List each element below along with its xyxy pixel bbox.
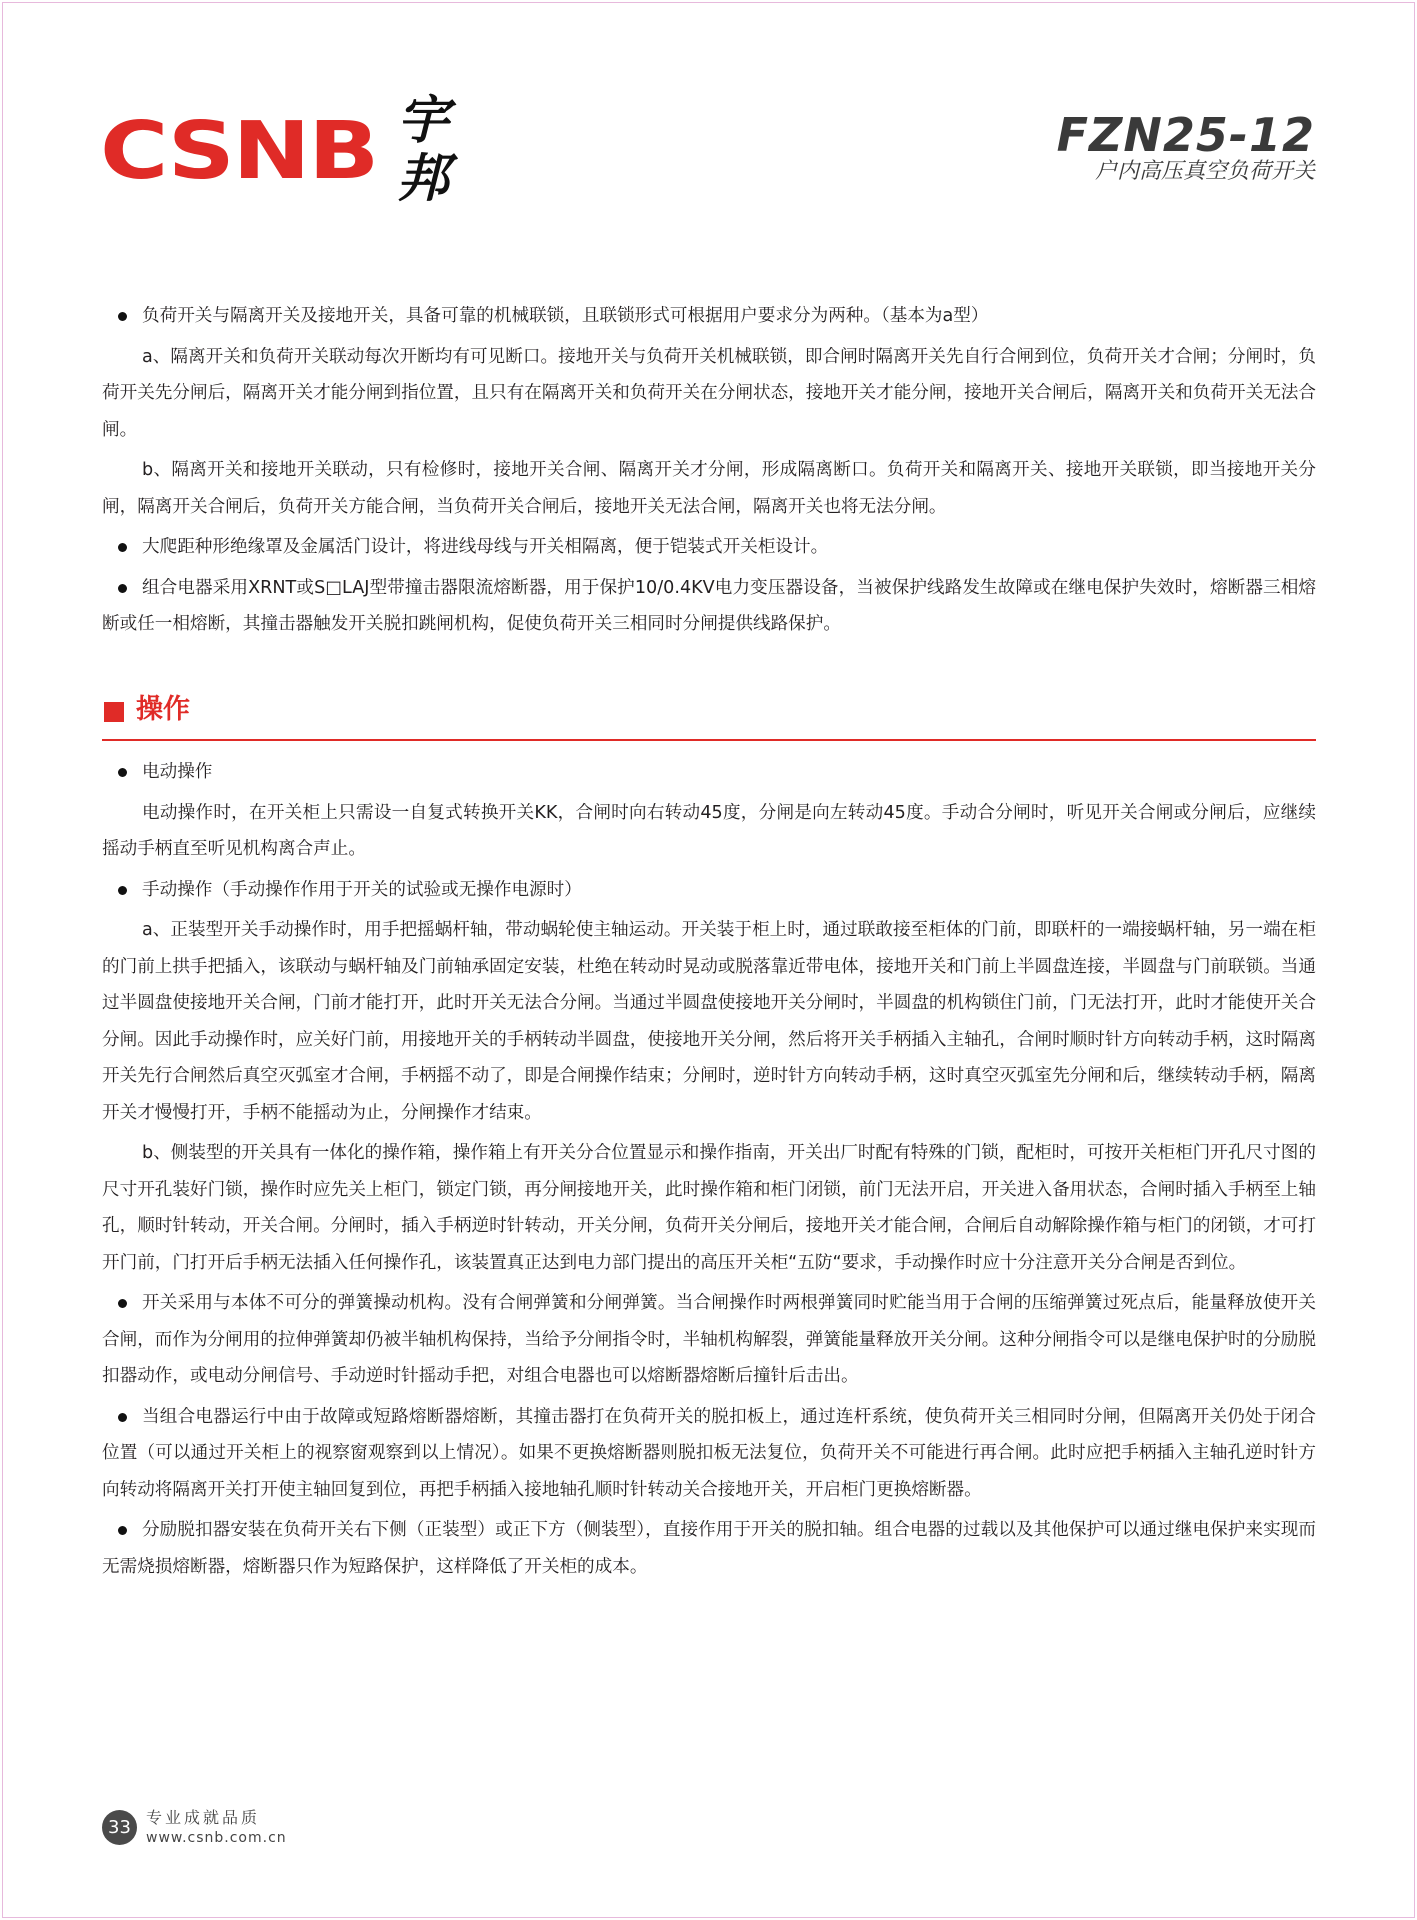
bullet-dot-icon (118, 886, 127, 895)
paragraph (102, 795, 1316, 868)
paragraph-text: 电动操作时，在开关柜上只需设一自复式转换开关KK，合闸时向右转动45度，分闸是向左转动45度。手动合分闸时，听见开关合闸或分闸后，应继续摇动手柄直至听见机构离合声止。 (102, 802, 1316, 859)
paragraph-text: a、正装型开关手动操作时，用手把摇蜗杆轴，带动蜗轮使主轴运动。开关装于柜上时，通过联敢接至柜体的门前，即联杆的一端接蜗杆轴，另一端在柜的门前上拱手把插入，该联动与蜗杆轴及门前轴承固定安装，杜绝在转动时晃动或脱落靠近带电体，接地开关和门前上半圆盘连接，半圆盘与门前联锁。当通过半圆盘使接地开关合闸，门前才能打开，此时开关无法合分闸。当通过半圆盘使接地开关分闸时，半圆盘的机构锁住门前，门无法打开，此时才能使开关合分闸。因此手动操作时，应关好门前，用接地开关的手柄转动半圆盘，使接地开关分闸，然后将开关手柄插入主轴孔，合闸时顺时针方向转动手柄，这时隔离开关先行合闸然后真空灭弧室才合闸，手柄摇不动了，即是合闸操作结束；分闸时，逆时针方向转动手柄，这时真空灭弧室先分闸和后，继续转动手柄，隔离开关才慢慢打开，手柄不能摇动为止，分闸操作才结束。 (102, 920, 1316, 1123)
bullet-item (102, 529, 1316, 566)
bullet-item (102, 298, 1316, 335)
footer-url: www.csnb.com.cn (146, 1830, 287, 1846)
bullet-text: 负荷开关与隔离开关及接地开关，具备可靠的机械联锁，且联锁形式可根据用户要求分为两种。（基本为a型） (142, 306, 989, 326)
paragraph (102, 452, 1316, 525)
bullet-dot-icon (118, 1413, 127, 1422)
section-square-icon (104, 702, 124, 722)
bullet-item (102, 1512, 1316, 1585)
bullet-dot-icon (118, 584, 127, 593)
product-subtitle: 户内高压真空负荷开关 (1094, 159, 1315, 184)
paragraph (102, 339, 1316, 449)
bullet-dot-icon (118, 1526, 127, 1535)
bullet-item (102, 754, 1316, 791)
csnb-logo: CSNB (100, 105, 377, 197)
bullet-item (102, 1399, 1316, 1509)
section-title: 操作 (136, 694, 190, 725)
paragraph-text: a、隔离开关和负荷开关联动每次开断均有可见断口。接地开关与负荷开关机械联锁，即合闸时隔离开关先自行合闸到位，负荷开关才合闸；分闸时，负荷开关先分闸后，隔离开关才能分闸到指位置，且只有在隔离开关和负荷开关在分闸状态，接地开关才能分闸，接地开关合闸后，隔离开关和负荷开关无法合闸。 (102, 346, 1316, 440)
intro-features (102, 298, 1316, 647)
bullet-dot-icon (118, 543, 127, 552)
bullet-text: 开关采用与本体不可分的弹簧操动机构。没有合闸弹簧和分闸弹簧。当合闸操作时两根弹簧同时贮能当用于合闸的压缩弹簧过死点后，能量释放使开关合闸，而作为分闸用的拉伸弹簧却仍被半轴机构保持，当给予分闸指令时，半轴机构解裂，弹簧能量释放开关分闸。这种分闸指令可以是继电保护时的分励脱扣器动作，或电动分闸信号、手动逆时针摇动手把，对组合电器也可以熔断器熔断后撞针后击出。 (102, 1293, 1316, 1386)
footer-slogan: 专业成就品质 (146, 1808, 261, 1827)
bullet-item (102, 570, 1316, 643)
bullet-item (102, 872, 1316, 909)
bullet-text: 手动操作（手动操作作用于开关的试验或无操作电源时） (142, 879, 582, 900)
bullet-text: 电动操作 (142, 762, 213, 782)
paragraph (102, 912, 1316, 1131)
brand-calligraphy: 宇邦 (396, 90, 449, 209)
bullet-item (102, 1285, 1316, 1395)
model-number: FZN25-12 (1056, 108, 1315, 162)
page-number: 33 (102, 1810, 137, 1845)
bullet-text: 大爬距种形绝缘罩及金属活门设计，将进线母线与开关相隔离，便于铠装式开关柜设计。 (142, 537, 829, 557)
bullet-dot-icon (118, 768, 127, 777)
operation-content (102, 754, 1316, 1589)
bullet-dot-icon (118, 312, 127, 321)
paragraph (102, 1135, 1316, 1281)
bullet-text: 组合电器采用XRNT或S□LAJ型带撞击器限流熔断器，用于保护10/0.4KV电力变压器设备，当被保护线路发生故障或在继电保护失效时，熔断器三相熔断或任一相熔断，其撞击器触发开关脱扣跳闸机构，促使负荷开关三相同时分闸提供线路保护。 (102, 577, 1316, 634)
section-header-operation (102, 693, 1316, 741)
paragraph-text: b、隔离开关和接地开关联动，只有检修时，接地开关合闸、隔离开关才分闸，形成隔离断口。负荷开关和隔离开关、接地开关联锁，即当接地开关分闸，隔离开关合闸后，负荷开关方能合闸，当负荷开关合闸后，接地开关无法合闸，隔离开关也将无法分闸。 (102, 460, 1316, 517)
bullet-dot-icon (118, 1299, 127, 1308)
bullet-text: 分励脱扣器安装在负荷开关右下侧（正装型）或正下方（侧装型），直接作用于开关的脱扣轴。组合电器的过载以及其他保护可以通过继电保护来实现而无需烧损熔断器，熔断器只作为短路保护，这样降低了开关柜的成本。 (102, 1520, 1316, 1577)
paragraph-text: b、侧装型的开关具有一体化的操作箱，操作箱上有开关分合位置显示和操作指南，开关出厂时配有特殊的门锁，配柜时，可按开关柜柜门开孔尺寸图的尺寸开孔装好门锁，操作时应先关上柜门，锁定门锁，再分闸接地开关，此时操作箱和柜门闭锁，前门无法开启，开关进入备用状态，合闸时插入手柄至上轴孔，顺时针转动，开关合闸。分闸时，插入手柄逆时针转动，开关分闸，负荷开关分闸后，接地开关才能合闸，合闸后自动解除操作箱与柜门的闭锁，才可打开门前，门打开后手柄无法插入任何操作孔，该装置真正达到电力部门提出的高压开关柜“五防“要求，手动操作时应十分注意开关分合闸是否到位。 (102, 1143, 1316, 1273)
bullet-text: 当组合电器运行中由于故障或短路熔断器熔断，其撞击器打在负荷开关的脱扣板上，通过连杆系统，使负荷开关三相同时分闸，但隔离开关仍处于闭合位置（可以通过开关柜上的视察窗观察到以上情况）。如果不更换熔断器则脱扣板无法复位，负荷开关不可能进行再合闸。此时应把手柄插入主轴孔逆时针方向转动将隔离开关打开使主轴回复到位，再把手柄插入接地轴孔顺时针转动关合接地开关，开启柜门更换熔断器。 (102, 1406, 1316, 1500)
